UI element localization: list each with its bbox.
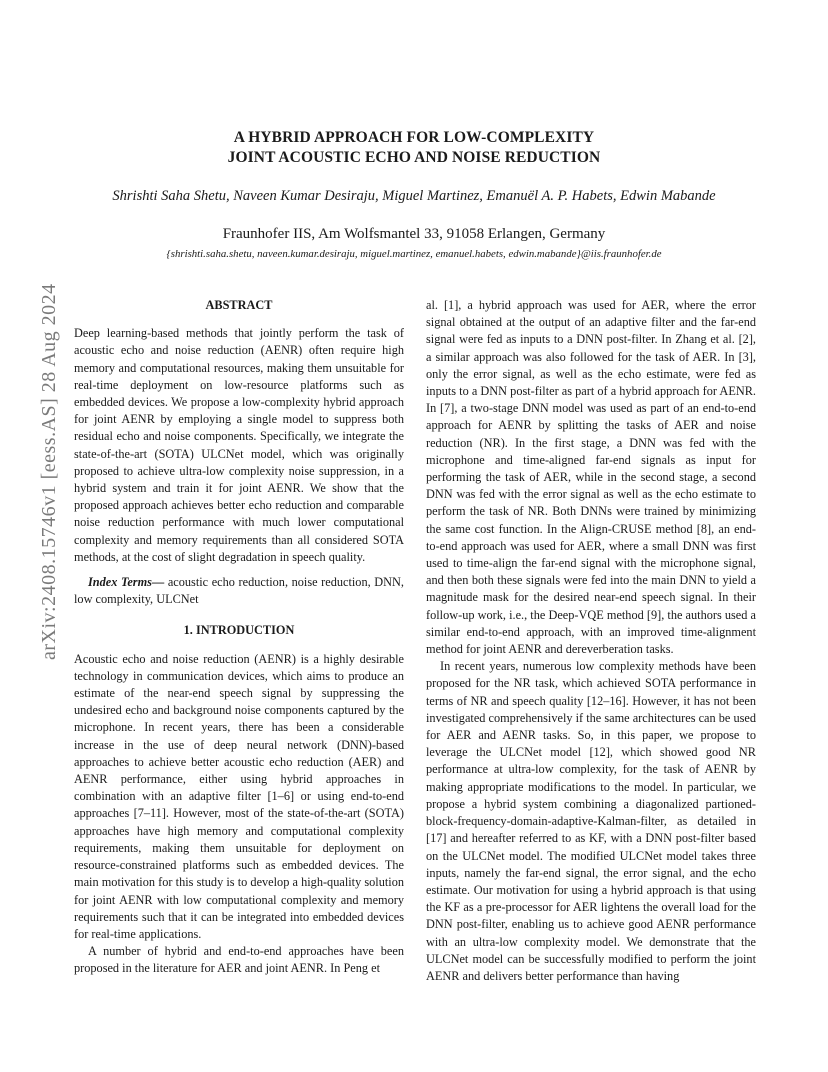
right-column [426,297,756,985]
abstract-text: Deep learning-based methods that jointly perform the task of acoustic echo and noise reduction (AENR) often require high memory and computational resources, making them unsuitable for real-time deployment on low-resource platforms such as embedded devices. We propose a low-complexity hybrid approach for joint AENR by employing a single model to suppress both residual echo and noise components. Specifically, we integrate the state-of-the-art (SOTA) ULCNet model, which was originally proposed to achieve ultra-low complexity noise suppression, in a hybrid system and train it for joint AENR. We show that the proposed approach achieves better echo reduction and comparable noise reduction performance with much lower computational complexity and memory requirements than all considered SOTA methods, at the cost of slight degradation in speech quality. [74,326,404,564]
arxiv-stamp: arXiv:2408.15746v1 [eess.AS] 28 Aug 2024 [38,283,60,660]
author-list: Shrishti Saha Shetu, Naveen Kumar Desiraju, Miguel Martinez, Emanuël A. P. Habets, Edwin Mabande [112,188,716,204]
affiliation: Fraunhofer IIS, Am Wolfsmantel 33, 91058 Erlangen, Germany [222,226,606,242]
index-terms-label: Index Terms— [88,575,165,590]
intro-paragraph-1: Acoustic echo and noise reduction (AENR) is a highly desirable technology in communication devices, which aims to produce an estimate of the near-end speech signal by suppressing the undesired echo and background noise components captured by the microphone. In recent years, there has been a considerable increase in the use of deep neural network (DNN)-based approaches to achieve better acoustic echo reduction (AER) and AENR performance, either using hybrid approaches in combination with an adaptive filter [1–6] or using end-to-end approaches [7–11]. However, most of the state-of-the-art (SOTA) approaches have high memory and computational complexity requirements, making them unsuitable for deployment on resource-constrained platforms such as embedded devices. The main motivation for this study is to develop a high-quality solution for joint AENR with low computational complexity and memory requirements such that it can be integrated into embedded devices for real-time applications. [74,651,404,941]
intro-paragraph-2-cont: al. [1], a hybrid approach was used for AER, where the error signal obtained at the output of an adaptive filter and the far-end signal were fed as inputs to a DNN post-filter. In Zhang et al. [2], a similar approach was also followed for the task of AER. In [3], only the error signal, as well as the echo estimate, were fed as inputs to a DNN post-filter as part of a hybrid approach for AENR. In [7], a two-stage DNN model was used as part of an end-to-end approach for AENR by splitting the tasks of AER and noise reduction (NR). In the first stage, a DNN was fed with the microphone and time-aligned far-end signals as input for performing the task of AER, while in the second stage, a second DNN was fed with the error signal as well as the echo estimate to perform the task of NR. Both DNNs were trained by minimizing the same cost function. In the Align-CRUSE method [8], an end-to-end approach was used for AER, where a small DNN was first used to time-align the far-end signal with the microphone signal, and then both these signals were fed into the main DNN to yield a magnitude mask for the desired near-end speech signal. In their follow-up work, i.e., the Deep-VQE method [9], the authors used a similar end-to-end approach, with an improved time-alignment method for joint AENR and dereverberation tasks. [426,298,756,657]
index-terms [74,574,404,608]
intro-paragraph-3: In recent years, numerous low complexity methods have been proposed for the NR task, which achieved SOTA performance in terms of NR and speech quality [12–16]. However, it has not been investigated comprehensively if the same architectures can be used for AER and AENR tasks. So, in this paper, we propose to leverage the ULCNet model [12], which showed good NR performance at ultra-low complexity, for the task of AENR by making appropriate modifications to the model. In particular, we propose a hybrid system combining a diagonalized partioned-block-frequency-domain-adaptive-Kalman-filter, as detailed in [17] and hereafter referred to as KF, with a DNN post-filter based on the ULCNet model. The modified ULCNet model takes three inputs, namely the far-end signal, the error signal, and the echo estimate. Our motivation for using a hybrid approach is that using the KF as a pre-processor for AER lightens the overall load for the DNN post-filter, enabling us to achieve good AENR performance with an ultra-low complexity model. We demonstrate that the ULCNet model can be successfully modified to perform the joint AENR and delivers better performance than having [426,659,756,983]
abstract-heading: ABSTRACT [205,298,273,312]
email-list: {shrishti.saha.shetu, naveen.kumar.desiraju, miguel.martinez, emanuel.habets, edwin.mabande}@iis.fraunhofer.de [166,248,662,260]
intro-heading: 1. INTRODUCTION [183,623,295,638]
left-column [74,297,404,978]
paper-title [0,128,828,168]
title-line-2: JOINT ACOUSTIC ECHO AND NOISE REDUCTION [227,149,601,166]
title-line-1: A HYBRID APPROACH FOR LOW-COMPLEXITY [233,129,595,146]
index-terms-text: acoustic echo reduction, noise reduction, DNN, low complexity, ULCNet [74,575,404,607]
intro-paragraph-2-start: A number of hybrid and end-to-end approaches have been proposed in the literature for AER and joint AENR. In Peng et [74,944,404,976]
